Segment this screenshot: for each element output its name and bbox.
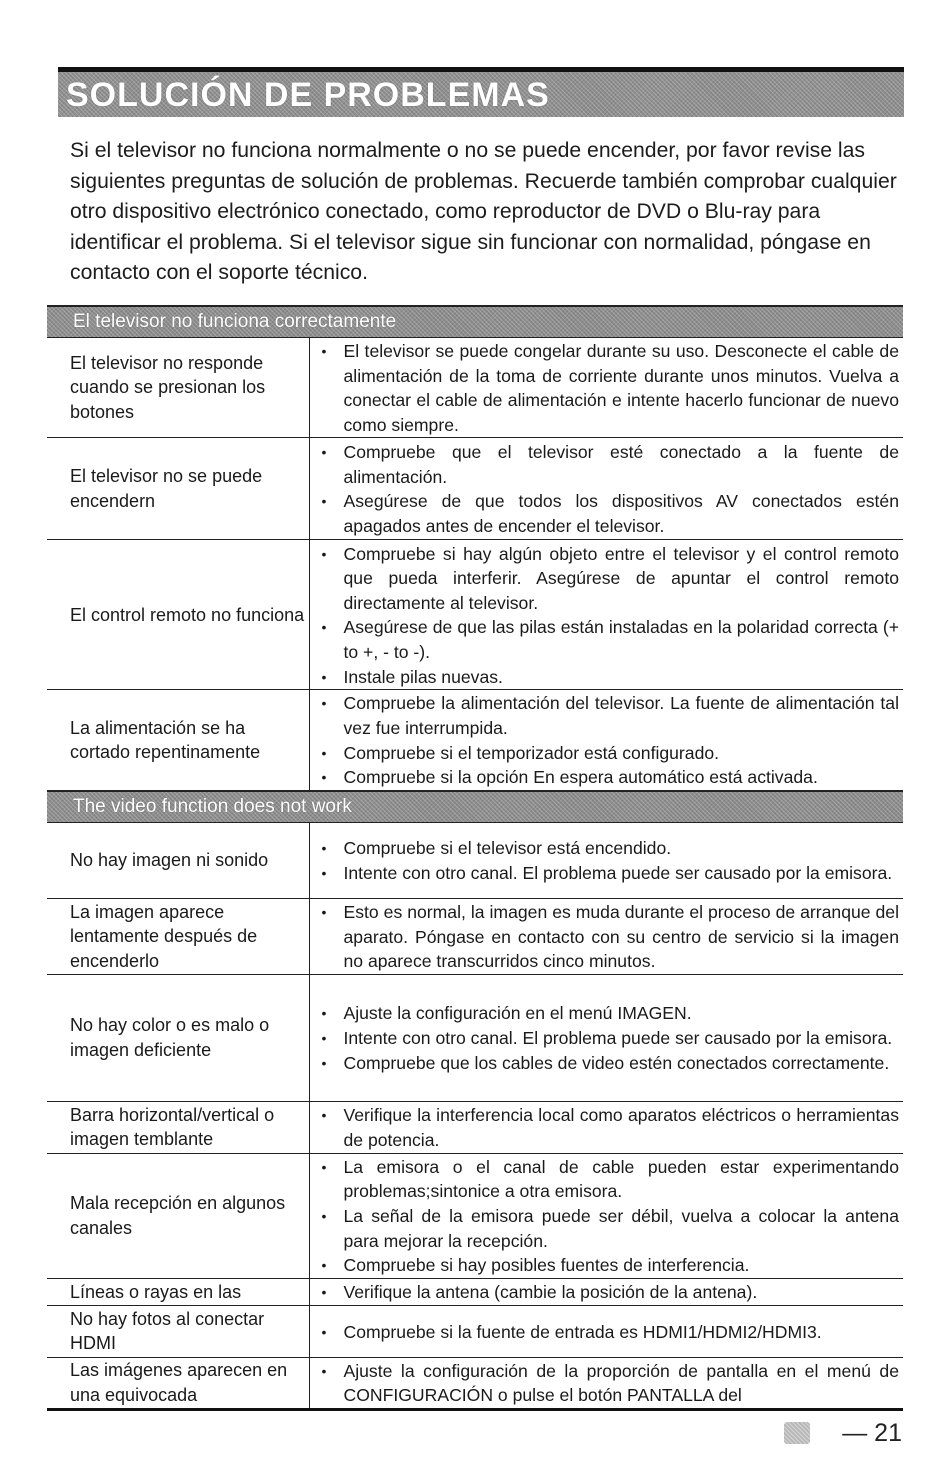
bullet-icon: • xyxy=(321,545,327,562)
solution-cell xyxy=(309,974,903,1101)
bullet-icon: • xyxy=(321,1054,327,1071)
problem-cell: Mala recepción en algunos canales xyxy=(47,1153,309,1278)
solution-item: • Instale pilas nuevas. xyxy=(318,665,900,690)
bullet-icon: • xyxy=(321,1107,327,1124)
section-header xyxy=(47,791,903,823)
table-row xyxy=(47,338,903,438)
bullet-icon: • xyxy=(321,1257,327,1274)
table-row xyxy=(47,1101,903,1153)
solution-cell xyxy=(309,1153,903,1278)
problem-cell: El televisor no responde cuando se presionan los botones xyxy=(47,338,309,438)
solution-cell xyxy=(309,822,903,898)
section-header-label: El televisor no funciona correctamente xyxy=(73,311,397,332)
solution-item: • Asegúrese de que todos los dispositivos AV conectados estén apagados antes de encender el televisor. xyxy=(321,491,899,536)
bullet-icon: • xyxy=(321,1030,327,1047)
problem-cell: Líneas o rayas en las xyxy=(47,1278,309,1305)
solution-cell xyxy=(309,1101,903,1153)
solution-cell xyxy=(309,438,903,540)
title-banner xyxy=(58,72,904,117)
solution-item: • La señal de la emisora puede ser débil, vuelva a colocar la antena para mejorar la recepción. xyxy=(321,1206,899,1251)
bullet-icon: • xyxy=(321,1362,327,1379)
solution-item: • La emisora o el canal de cable pueden estar experimentando problemas;sintonice a otra emisora. xyxy=(321,1156,899,1202)
solution-item: • Compruebe si la fuente de entrada es HDMI1/HDMI2/HDMI3. xyxy=(318,1320,900,1345)
bullet-icon: • xyxy=(321,493,327,510)
bullet-icon: • xyxy=(321,619,327,636)
bullet-icon: • xyxy=(321,1323,327,1340)
problem-cell: No hay imagen ni sonido xyxy=(47,822,309,898)
solution-item: • Intente con otro canal. El problema puede ser causado por la emisora. xyxy=(318,1026,900,1051)
table-row xyxy=(47,438,903,540)
solution-item: • Compruebe si el televisor está encendido. xyxy=(318,836,900,861)
table-row xyxy=(47,974,903,1101)
page-title: SOLUCIÓN DE PROBLEMAS xyxy=(66,76,550,114)
bullet-icon: • xyxy=(321,744,327,761)
solution-cell xyxy=(309,540,903,690)
problem-cell: Barra horizontal/vertical o imagen temblante xyxy=(47,1101,309,1153)
table-row xyxy=(47,540,903,690)
solution-item: • Intente con otro canal. El problema puede ser causado por la emisora. xyxy=(318,861,900,886)
problem-cell: No hay fotos al conectar HDMI xyxy=(47,1305,309,1357)
solution-cell xyxy=(309,898,903,974)
intro-paragraph: Si el televisor no funciona normalmente o no se puede encender, por favor revise las siguientes preguntas de solución de problemas. Recuerde también comprobar cualquier otro dispositivo electrónico conectado, como reproductor de DVD o Blu-ray para identificar el problema. Si el televisor sigue sin funcionar con normalidad, póngase en contacto con el soporte técnico. xyxy=(70,139,897,284)
solution-cell xyxy=(309,1278,903,1305)
solution-item: • Ajuste la configuración de la proporción de pantalla en el menú de CONFIGURACIÓN o pulse el botón PANTALLA del xyxy=(321,1360,899,1406)
bullet-icon: • xyxy=(321,1208,327,1225)
problem-cell: El control remoto no funciona xyxy=(47,540,309,690)
table-row xyxy=(47,1153,903,1278)
solution-item: • Compruebe la alimentación del televisor. La fuente de alimentación tal vez fue interrumpida. xyxy=(321,693,899,739)
solution-item: • Verifique la antena (cambie la posición de la antena). xyxy=(318,1280,900,1305)
bullet-icon: • xyxy=(321,695,327,712)
solution-item: • Verifique la interferencia local como aparatos eléctricos o herramientas de potencia. xyxy=(321,1105,899,1150)
table-row xyxy=(47,1357,903,1409)
solution-cell xyxy=(309,690,903,791)
table-row xyxy=(47,822,903,898)
solution-item: • Compruebe si el temporizador está configurado. xyxy=(318,741,900,766)
solution-item: • Ajuste la configuración en el menú IMAGEN. xyxy=(318,1001,900,1026)
solution-item: • Compruebe si hay algún objeto entre el televisor y el control remoto que pueda interferir. Asegúrese de apuntar el control remoto directamente al televisor. xyxy=(321,543,899,613)
bullet-icon: • xyxy=(321,1284,327,1301)
solution-cell xyxy=(309,338,903,438)
table-row xyxy=(47,1278,903,1305)
table-row xyxy=(47,1305,903,1357)
bullet-icon: • xyxy=(321,769,327,786)
bullet-icon: • xyxy=(321,444,327,461)
table-row xyxy=(47,690,903,791)
problem-cell: Las imágenes aparecen en una equivocada xyxy=(47,1357,309,1409)
bullet-icon: • xyxy=(321,668,327,685)
solution-item: • Compruebe que el televisor esté conectado a la fuente de alimentación. xyxy=(321,442,899,487)
problem-cell: El televisor no se puede encendern xyxy=(47,438,309,540)
solution-item: • Asegúrese de que las pilas están instaladas en la polaridad correcta (+ to +, - to -). xyxy=(321,617,899,662)
bullet-icon: • xyxy=(321,1005,327,1022)
solution-item: • Compruebe si hay posibles fuentes de interferencia. xyxy=(318,1253,900,1278)
troubleshooting-table xyxy=(47,305,903,1411)
table-row xyxy=(47,898,903,974)
problem-cell: La imagen aparece lentamente después de encenderlo xyxy=(47,898,309,974)
solution-item: • Compruebe si la opción En espera automático está activada. xyxy=(318,765,900,790)
bullet-icon: • xyxy=(321,864,327,881)
page-footer xyxy=(842,1416,902,1450)
section-header xyxy=(47,306,903,338)
bullet-icon: • xyxy=(321,903,327,920)
bullet-icon: • xyxy=(321,1158,327,1175)
language-tab-icon xyxy=(784,1422,810,1444)
solution-item: • Esto es normal, la imagen es muda durante el proceso de arranque del aparato. Póngase en contacto con su centro de servicio si la imagen no aparece transcurridos cinco minutos. xyxy=(321,901,899,972)
solution-item: • Compruebe que los cables de video estén conectados correctamente. xyxy=(318,1051,900,1076)
solution-cell xyxy=(309,1357,903,1409)
problem-cell: La alimentación se ha cortado repentinamente xyxy=(47,690,309,791)
problem-cell: No hay color o es malo o imagen deficiente xyxy=(47,974,309,1101)
solution-cell xyxy=(309,1305,903,1357)
solution-item: • El televisor se puede congelar durante su uso. Desconecte el cable de alimentación de la toma de corriente durante unos minutos. Vuelva a conectar el cable de alimentación e intente hacerlo funcionar de nuevo como siempre. xyxy=(321,341,899,435)
bullet-icon: • xyxy=(321,840,327,857)
page-number: — 21 xyxy=(842,1419,902,1447)
bullet-icon: • xyxy=(321,343,327,359)
section-header-label: The video function does not work xyxy=(73,795,352,817)
